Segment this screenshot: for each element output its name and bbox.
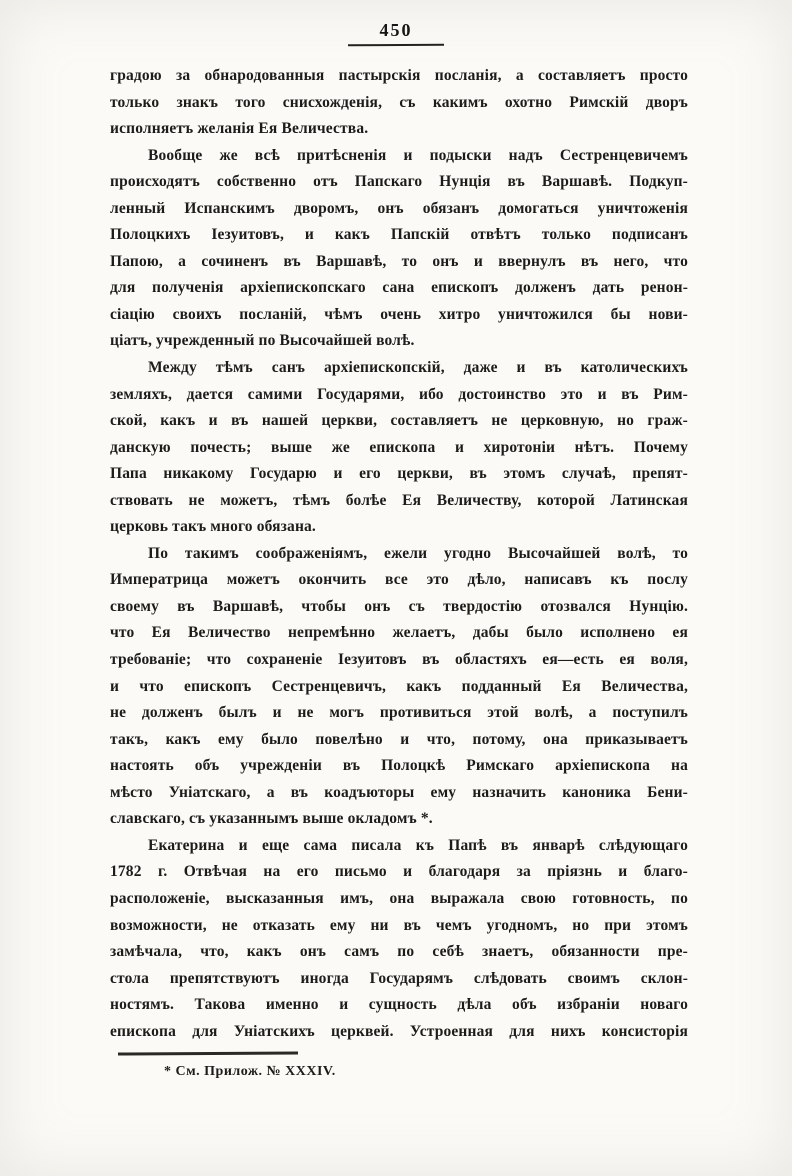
text-line: исполняетъ желанія Ея Величества. — [110, 120, 369, 138]
text-line: церковь такъ много обязана. — [110, 518, 316, 536]
text-line: ленный Испанскимъ дворомъ, онъ обязанъ домогаться уничтоженія — [110, 199, 688, 217]
text-line: замѣчала, что, какъ онъ самъ по себѣ знаетъ, обязанности пре- — [110, 943, 688, 961]
text-line: Екатерина и еще сама писала къ Папѣ въ январѣ слѣдующаго — [148, 836, 688, 854]
text-line: 1782 г. Отвѣчая на его письмо и благодаря за пріязнь и благо- — [110, 863, 688, 881]
text-line: сіацію своихъ посланій, чѣмъ очень хитро уничтожился бы нови- — [110, 305, 688, 323]
text-line: славскаго, съ указаннымъ выше окладомъ *. — [110, 810, 433, 828]
text-line: ской, какъ и въ нашей церкви, составляетъ не церковную, но граж- — [110, 412, 688, 430]
text-line: Вообще же всѣ притѣсненія и подыски надъ Сестренцевичемъ — [148, 146, 688, 164]
text-line: Папою, а сочиненъ въ Варшавѣ, то онъ и ввернулъ въ него, что — [110, 252, 688, 270]
page-number: 450 — [379, 20, 413, 40]
text-line: данскую почесть; выше же епископа и хиротоніи нѣтъ. Почему — [110, 438, 688, 456]
footnote-rule — [118, 1051, 298, 1055]
text-line: возможности, не отказать ему ни въ чемъ угодномъ, но при этомъ — [110, 916, 688, 934]
text-line: Императрица можетъ окончить все это дѣло, написавъ къ послу — [110, 571, 688, 589]
text-line: настоять объ учрежденіи въ Полоцкѣ Римскаго архіепископа на — [110, 757, 688, 775]
text-line: Между тѣмъ санъ архіепископскій, даже и въ католическихъ — [148, 359, 688, 377]
text-line: для полученія архіепископскаго сана епископъ долженъ дать ренон- — [110, 279, 688, 297]
text-line: стола препятствуютъ иногда Государямъ слѣдовать своимъ склон- — [110, 969, 688, 987]
text-line: требованіе; что сохраненіе Іезуитовъ въ областяхъ ея—есть ея воля, — [110, 651, 688, 669]
text-line: и что епископъ Сестренцевичъ, какъ подданный Ея Величества, — [110, 677, 688, 695]
text-line: такъ, какъ ему было повелѣно и что, потому, она приказываетъ — [110, 730, 688, 748]
text-line: По такимъ соображеніямъ, ежели угодно Высочайшей волѣ, то — [148, 544, 688, 562]
text-line: земляхъ, дается самими Государями, ибо достоинство это и въ Рим- — [110, 385, 688, 403]
text-line: епископа для Уніатскихъ церквей. Устроенная для нихъ консисторія — [110, 1022, 688, 1040]
text-line: что Ея Величество непремѣнно желаетъ, дабы было исполнено ея — [110, 624, 688, 642]
text-line: ціатъ, учрежденный по Высочайшей волѣ. — [110, 332, 415, 350]
text-line: градою за обнародованныя пастырскія посланія, а составляетъ просто — [110, 67, 688, 84]
text-line: своему въ Варшавѣ, чтобы онъ съ твердостію отозвался Нунцію. — [110, 597, 688, 615]
text-line: происходятъ собственно отъ Папскаго Нунція въ Варшавѣ. Подкуп- — [110, 173, 688, 191]
text-line: Папа никакому Государю и его церкви, въ этомъ случаѣ, препят- — [110, 465, 688, 483]
page-number-underline — [348, 44, 444, 47]
text-block — [110, 63, 688, 1045]
text-line: только знакъ того снисхожденія, съ какимъ охотно Римскій дворъ — [110, 93, 688, 111]
text-line: ствовать не можетъ, тѣмъ болѣе Ея Величеству, которой Латинская — [110, 491, 688, 509]
text-line: Полоцкихъ Іезуитовъ, и какъ Папскій отвѣтъ только подписанъ — [110, 226, 688, 244]
text-line: мѣсто Уніатскаго, а въ коадъюторы ему назначить каноника Бени- — [110, 783, 688, 801]
text-line: ностямъ. Такова именно и сущность дѣла объ избраніи новаго — [110, 996, 688, 1014]
text-line: не долженъ былъ и не могъ противиться этой волѣ, а поступилъ — [110, 704, 688, 722]
footnote-text: * См. Прилож. № XXXIV. — [164, 1064, 336, 1079]
page-header — [0, 20, 792, 46]
text-line: расположеніе, высказанныя имъ, она выражала свою готовность, по — [110, 889, 688, 907]
